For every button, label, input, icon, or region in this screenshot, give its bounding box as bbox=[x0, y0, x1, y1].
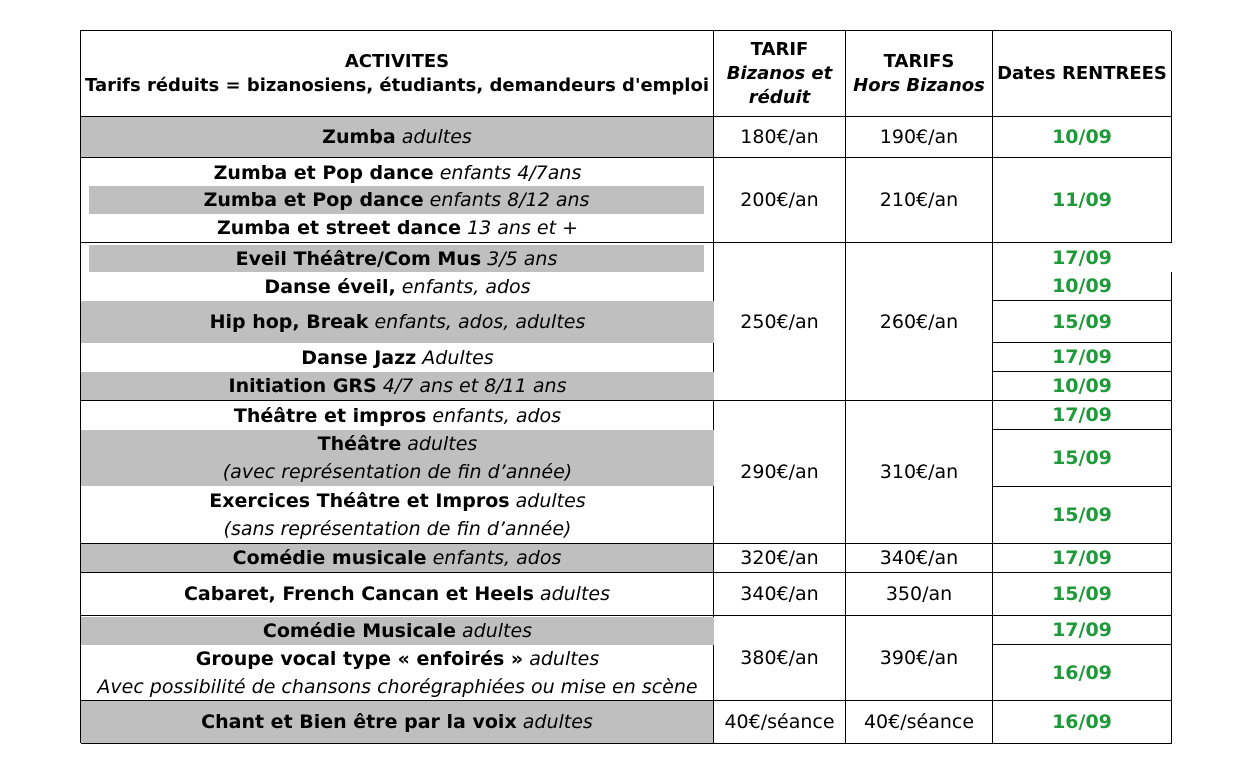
hors-cell: 390€/an bbox=[846, 616, 993, 701]
tarif-cell: 320€/an bbox=[714, 544, 846, 573]
activity-line: Théâtre et impros enfants, ados bbox=[233, 405, 562, 427]
date-cell: 17/09 bbox=[1052, 247, 1112, 269]
date-cell: 10/09 bbox=[993, 117, 1172, 158]
activity-line: Exercices Théâtre et Impros adultes (sans représentation de fin d’année) bbox=[209, 490, 586, 540]
date-cell: 15/09 bbox=[993, 573, 1172, 616]
header-dates bbox=[993, 31, 1172, 117]
tarif-cell: 40€/séance bbox=[714, 701, 846, 744]
activity-line: Eveil Théâtre/Com Mus 3/5 ans bbox=[89, 245, 704, 272]
date-cell: 16/09 bbox=[993, 645, 1172, 701]
hors-cell: 340€/an bbox=[846, 544, 993, 573]
date-cell: 17/09 bbox=[993, 544, 1172, 573]
tarifs-table bbox=[80, 30, 1171, 743]
group-activities bbox=[81, 544, 714, 573]
group-activities bbox=[81, 701, 714, 744]
group-activities bbox=[81, 117, 714, 158]
header-tarif-sub2: réduit bbox=[748, 86, 811, 108]
activity-line: Comédie musicale enfants, ados bbox=[232, 547, 562, 569]
activity-line: Groupe vocal type « enfoirés » adultes Avec possibilité de chansons chorégraphiées ou mise en scène bbox=[97, 647, 698, 698]
date-cell: 11/09 bbox=[993, 158, 1172, 243]
header-activites-title: ACTIVITES bbox=[344, 50, 450, 72]
activity-line: Initiation GRS 4/7 ans et 8/11 ans bbox=[81, 372, 714, 400]
activity-line: Chant et Bien être par la voix adultes bbox=[201, 711, 593, 733]
activity-line: Hip hop, Break enfants, ados, adultes bbox=[81, 301, 714, 343]
tarif-cell: 290€/an bbox=[714, 401, 846, 544]
header-tarifs-hors bbox=[846, 31, 993, 117]
activity-line: Zumba adultes bbox=[322, 126, 472, 148]
hors-cell: 40€/séance bbox=[846, 701, 993, 744]
activity-line: Théâtre adultes (avec représentation de fin d’année) bbox=[81, 430, 714, 486]
hors-cell: 260€/an bbox=[846, 243, 993, 401]
hors-cell: 350/an bbox=[846, 573, 993, 616]
header-tarif bbox=[714, 31, 846, 117]
activity-line: Cabaret, French Cancan et Heels adultes bbox=[183, 583, 610, 605]
activity-line: Zumba et Pop dance enfants 4/7ans bbox=[213, 162, 582, 184]
date-cell: 17/09 bbox=[993, 401, 1172, 430]
date-cell: 15/09 bbox=[993, 301, 1172, 343]
tarif-cell: 180€/an bbox=[714, 117, 846, 158]
header-activites bbox=[81, 31, 714, 117]
hors-cell: 210€/an bbox=[846, 158, 993, 243]
date-cell: 15/09 bbox=[993, 430, 1172, 487]
activity-line: Danse Jazz Adultes bbox=[301, 346, 494, 369]
hors-cell: 310€/an bbox=[846, 401, 993, 544]
activity-line: Danse éveil, enfants, ados bbox=[264, 276, 531, 298]
tarif-cell: 380€/an bbox=[714, 616, 846, 701]
group-activities bbox=[81, 573, 714, 616]
header-activites-subtitle: Tarifs réduits = bizanosiens, étudiants, demandeurs d'emploi bbox=[84, 74, 710, 96]
tarif-cell: 340€/an bbox=[714, 573, 846, 616]
header-tarifs-sub: Hors Bizanos bbox=[853, 74, 985, 96]
date-cell: 17/09 bbox=[993, 343, 1172, 372]
tarif-cell: 250€/an bbox=[714, 243, 846, 401]
header-tarif-sub1: Bizanos et bbox=[726, 62, 833, 84]
date-cell: 17/09 bbox=[993, 616, 1172, 645]
tarif-cell: 200€/an bbox=[714, 158, 846, 243]
activity-line: Comédie Musicale adultes bbox=[81, 617, 714, 645]
activity-line: Zumba et street dance 13 ans et + bbox=[216, 217, 579, 239]
date-cell: 10/09 bbox=[993, 272, 1172, 301]
date-cell: 16/09 bbox=[993, 701, 1172, 744]
header-tarif-title: TARIF bbox=[750, 38, 809, 60]
date-cell: 10/09 bbox=[993, 372, 1172, 401]
activity-line: Zumba et Pop dance enfants 8/12 ans bbox=[89, 186, 704, 214]
header-dates-title: Dates RENTREES bbox=[997, 62, 1167, 84]
date-cell: 15/09 bbox=[993, 487, 1172, 544]
header-tarifs-title: TARIFS bbox=[883, 50, 955, 72]
hors-cell: 190€/an bbox=[846, 117, 993, 158]
